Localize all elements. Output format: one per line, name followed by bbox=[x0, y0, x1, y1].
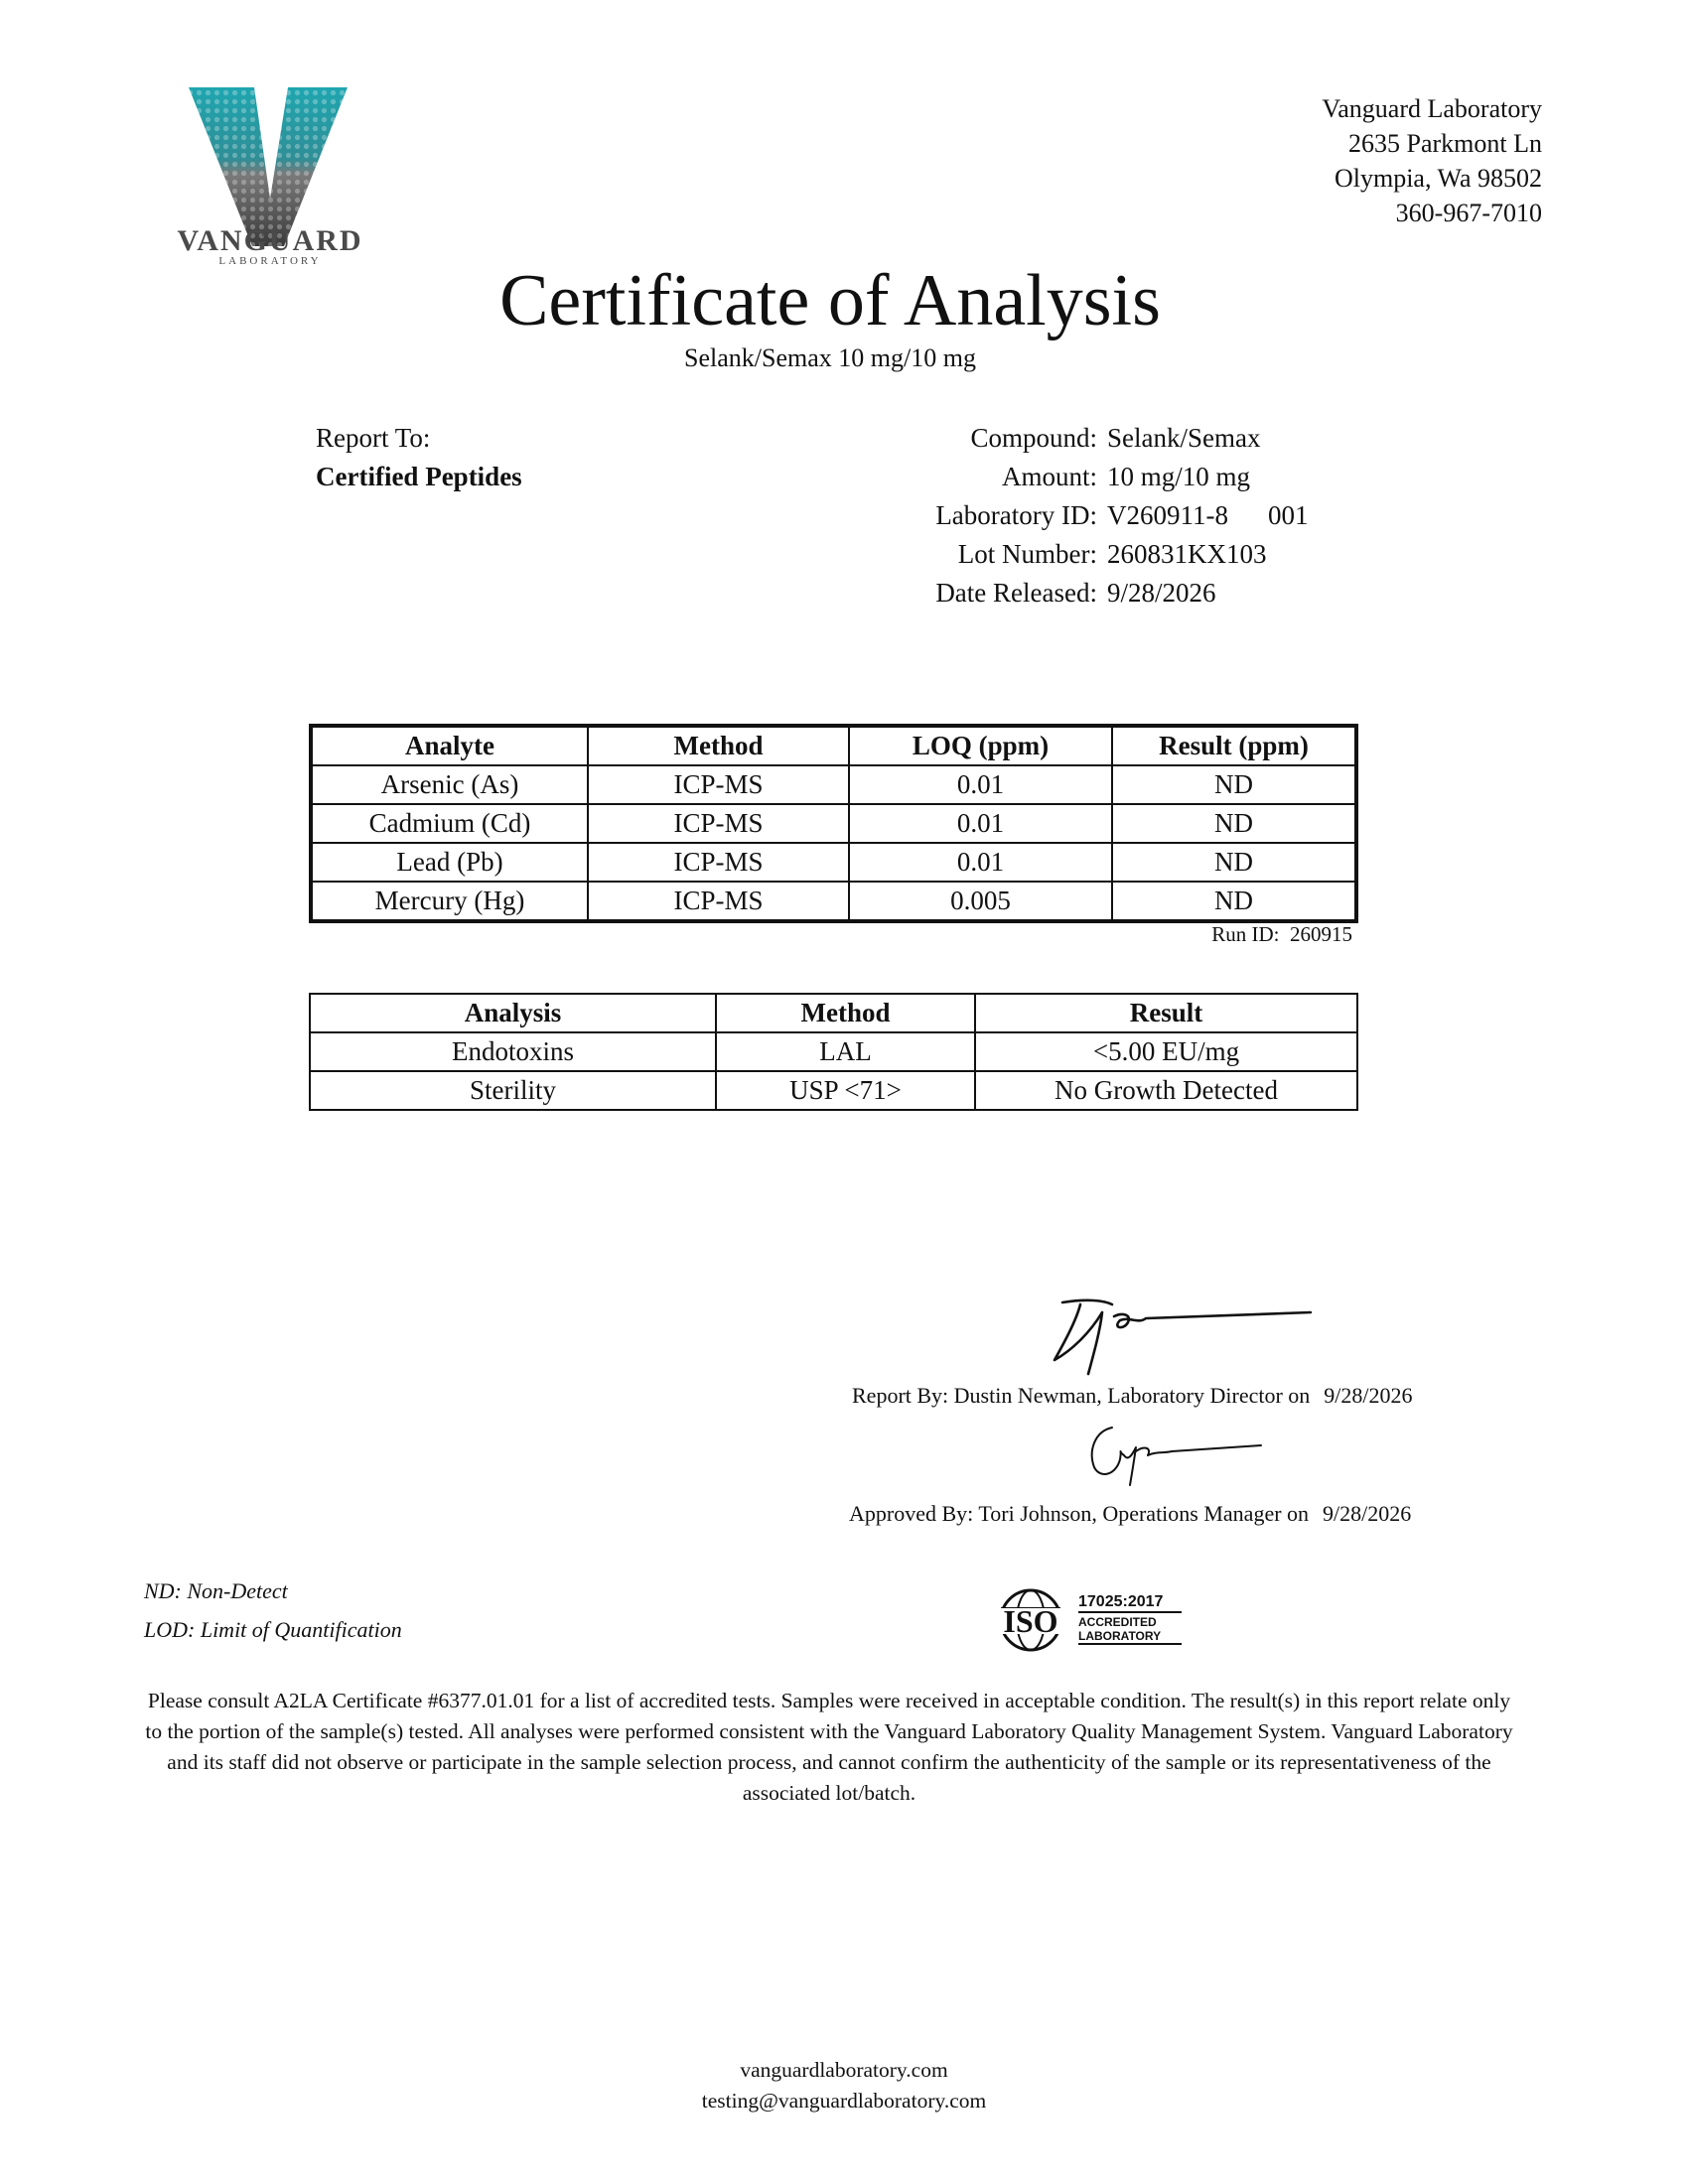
table-row bbox=[311, 843, 1356, 882]
footer-email: testing@vanguardlaboratory.com bbox=[701, 2089, 987, 2113]
report-by-text: Report By: Dustin Newman, Laboratory Director on bbox=[852, 1383, 1311, 1408]
lab-phone: 360-967-7010 bbox=[1395, 199, 1542, 227]
table-cell: Lead (Pb) bbox=[311, 843, 588, 882]
sample-info-row bbox=[854, 535, 1309, 574]
page-footer bbox=[0, 2055, 1688, 2116]
table-cell: ND bbox=[1112, 882, 1356, 921]
table-cell: 0.005 bbox=[849, 882, 1112, 921]
microbiology-table bbox=[309, 993, 1358, 1111]
approved-by-line bbox=[849, 1500, 1411, 1528]
sample-info-value: 260831KX103 bbox=[1107, 539, 1267, 569]
sample-info-row bbox=[854, 419, 1309, 458]
table-cell: ND bbox=[1112, 843, 1356, 882]
table-cell: ICP-MS bbox=[588, 765, 849, 804]
report-to-label: Report To: bbox=[316, 423, 431, 453]
table-cell: ND bbox=[1112, 804, 1356, 843]
legend-nd: ND: Non-Detect bbox=[144, 1578, 288, 1603]
sample-info-label: Compound: bbox=[970, 423, 1097, 453]
sample-info-row bbox=[854, 496, 1309, 535]
table-cell: ICP-MS bbox=[588, 843, 849, 882]
lab-address bbox=[1322, 91, 1542, 230]
legend-lod: LOD: Limit of Quantification bbox=[144, 1617, 402, 1642]
logo-wordmark: VANGUARD bbox=[177, 224, 363, 257]
run-id-value: 260915 bbox=[1290, 922, 1352, 946]
table-cell: ND bbox=[1112, 765, 1356, 804]
table-cell: ICP-MS bbox=[588, 804, 849, 843]
v-logo-icon bbox=[159, 79, 377, 268]
column-header: Result bbox=[975, 994, 1357, 1032]
logo-tagline: LABORATORY bbox=[218, 255, 322, 267]
table-row bbox=[311, 882, 1356, 921]
column-header: Analysis bbox=[310, 994, 716, 1032]
run-id bbox=[1092, 921, 1352, 947]
iso-mark: ISO bbox=[1003, 1603, 1058, 1639]
table-cell: Endotoxins bbox=[310, 1032, 716, 1071]
iso-accreditation-badge bbox=[997, 1586, 1196, 1654]
sample-info-label: Date Released: bbox=[935, 578, 1097, 608]
sample-info-value: V260911-8 bbox=[1107, 500, 1228, 530]
document-title: Certificate of Analysis bbox=[499, 260, 1161, 341]
approved-by-date: 9/28/2026 bbox=[1323, 1501, 1412, 1526]
sample-info-value: Selank/Semax bbox=[1107, 423, 1261, 453]
signature-icon bbox=[1043, 1291, 1321, 1380]
table-cell: 0.01 bbox=[849, 804, 1112, 843]
table-header-row bbox=[311, 726, 1356, 765]
table-row bbox=[310, 1032, 1357, 1071]
lab-city: Olympia, Wa 98502 bbox=[1334, 164, 1542, 193]
table-cell: Sterility bbox=[310, 1071, 716, 1110]
lab-street: 2635 Parkmont Ln bbox=[1348, 129, 1542, 158]
abbreviation-legend bbox=[144, 1571, 402, 1649]
iso-accredited-text: ACCREDITED bbox=[1078, 1615, 1157, 1629]
table-row bbox=[311, 765, 1356, 804]
disclaimer-text: Please consult A2LA Certificate #6377.01.01 for a list of accredited tests. Samples were received in acceptable condition. The result(s) in this report relate only to the portion of the sample(s) tested. All analyses were performed consistent with the Vanguard Laboratory Quality Management System. Vanguard Laboratory and its staff did not observe or participate in the sample selection process, and cannot confirm the authenticity of the sample or its representativeness of the associated lot/batch. bbox=[145, 1689, 1513, 1805]
report-to-block bbox=[316, 419, 522, 496]
table-cell: 0.01 bbox=[849, 843, 1112, 882]
table-cell: No Growth Detected bbox=[975, 1071, 1357, 1110]
column-header: Method bbox=[588, 726, 849, 765]
manager-signature bbox=[1072, 1418, 1271, 1487]
director-signature bbox=[1043, 1291, 1321, 1380]
sample-info-row bbox=[854, 574, 1309, 613]
sample-info-value: 9/28/2026 bbox=[1107, 578, 1216, 608]
table-row bbox=[310, 1071, 1357, 1110]
approved-by-text: Approved By: Tori Johnson, Operations Manager on bbox=[849, 1501, 1310, 1526]
signature-icon bbox=[1072, 1418, 1271, 1487]
run-id-label: Run ID: bbox=[1211, 922, 1280, 946]
table-header-row bbox=[310, 994, 1357, 1032]
table-cell: USP <71> bbox=[716, 1071, 975, 1110]
table-cell: ICP-MS bbox=[588, 882, 849, 921]
sample-info-label: Lot Number: bbox=[957, 539, 1097, 569]
sample-info-label: Laboratory ID: bbox=[935, 500, 1097, 530]
sample-info-label: Amount: bbox=[1001, 462, 1097, 491]
sample-info-block bbox=[854, 419, 1309, 613]
report-by-line bbox=[852, 1382, 1413, 1410]
lab-name: Vanguard Laboratory bbox=[1322, 94, 1542, 123]
table-cell: Mercury (Hg) bbox=[311, 882, 588, 921]
iso-standard: 17025:2017 bbox=[1078, 1593, 1164, 1610]
column-header: Method bbox=[716, 994, 975, 1032]
table-cell: <5.00 EU/mg bbox=[975, 1032, 1357, 1071]
column-header: Analyte bbox=[311, 726, 588, 765]
sample-info-value: 10 mg/10 mg bbox=[1107, 462, 1251, 491]
column-header: LOQ (ppm) bbox=[849, 726, 1112, 765]
table-cell: LAL bbox=[716, 1032, 975, 1071]
table-cell: 0.01 bbox=[849, 765, 1112, 804]
table-cell: Arsenic (As) bbox=[311, 765, 588, 804]
table-row bbox=[311, 804, 1356, 843]
iso-laboratory-text: LABORATORY bbox=[1078, 1629, 1162, 1643]
footer-website: vanguardlaboratory.com bbox=[740, 2058, 948, 2082]
client-name: Certified Peptides bbox=[316, 462, 522, 491]
iso-globe-icon bbox=[997, 1586, 1196, 1654]
sample-info-suffix: 001 bbox=[1268, 500, 1309, 530]
sample-info-row bbox=[854, 458, 1309, 496]
table-cell: Cadmium (Cd) bbox=[311, 804, 588, 843]
column-header: Result (ppm) bbox=[1112, 726, 1356, 765]
document-subtitle: Selank/Semax 10 mg/10 mg bbox=[684, 343, 976, 372]
heavy-metals-table bbox=[309, 724, 1358, 923]
vanguard-logo bbox=[159, 79, 377, 268]
report-by-date: 9/28/2026 bbox=[1324, 1383, 1413, 1408]
